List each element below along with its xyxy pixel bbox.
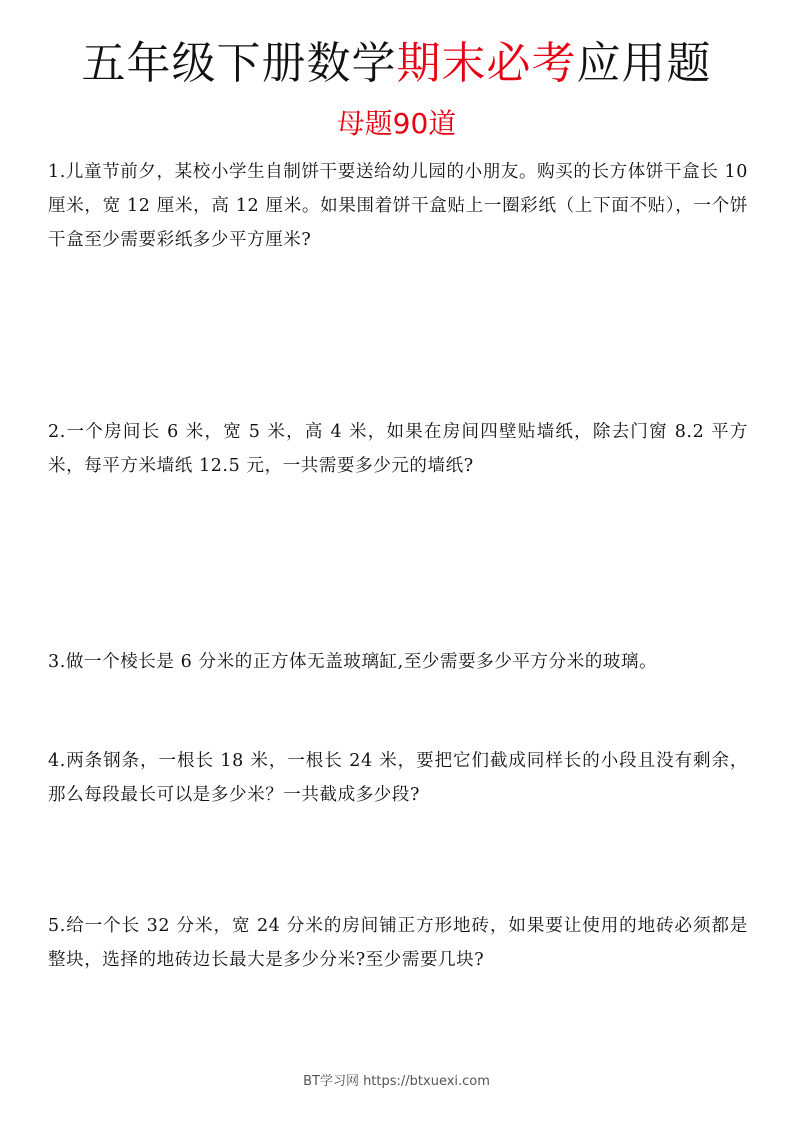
page-title <box>0 38 793 90</box>
question-1: 1.儿童节前夕，某校小学生自制饼干要送给幼儿园的小朋友。购买的长方体饼干盒长 10 厘米，宽 12 厘米，高 12 厘米。如果围着饼干盒贴上一圈彩纸（上下面不贴），一个饼干盒至少需要彩纸多少平方厘米? <box>48 162 748 250</box>
question-5: 5.给一个长 32 分米，宽 24 分米的房间铺正方形地砖，如果要让使用的地砖必须都是整块，选择的地砖边长最大是多少分米?至少需要几块? <box>48 916 748 970</box>
question-4: 4.两条钢条，一根长 18 米，一根长 24 米，要把它们截成同样长的小段且没有剩余，那么每段最长可以是多少米？一共截成多少段? <box>48 751 748 805</box>
page-subtitle: 母题90道 <box>336 107 457 140</box>
footer-watermark: BT学习网 https://btxuexi.com <box>303 1074 490 1089</box>
question-3: 3.做一个棱长是 6 分米的正方体无盖玻璃缸,至少需要多少平方分米的玻璃。 <box>48 652 658 672</box>
title-part-1: 五年级下册数学 <box>81 38 397 89</box>
title-highlight: 期末必考 <box>396 38 577 89</box>
question-2: 2.一个房间长 6 米，宽 5 米，高 4 米，如果在房间四壁贴墙纸，除去门窗 8.2 平方米，每平方米墙纸 12.5 元，一共需要多少元的墙纸? <box>48 422 748 476</box>
title-part-2: 应用题 <box>576 38 712 89</box>
